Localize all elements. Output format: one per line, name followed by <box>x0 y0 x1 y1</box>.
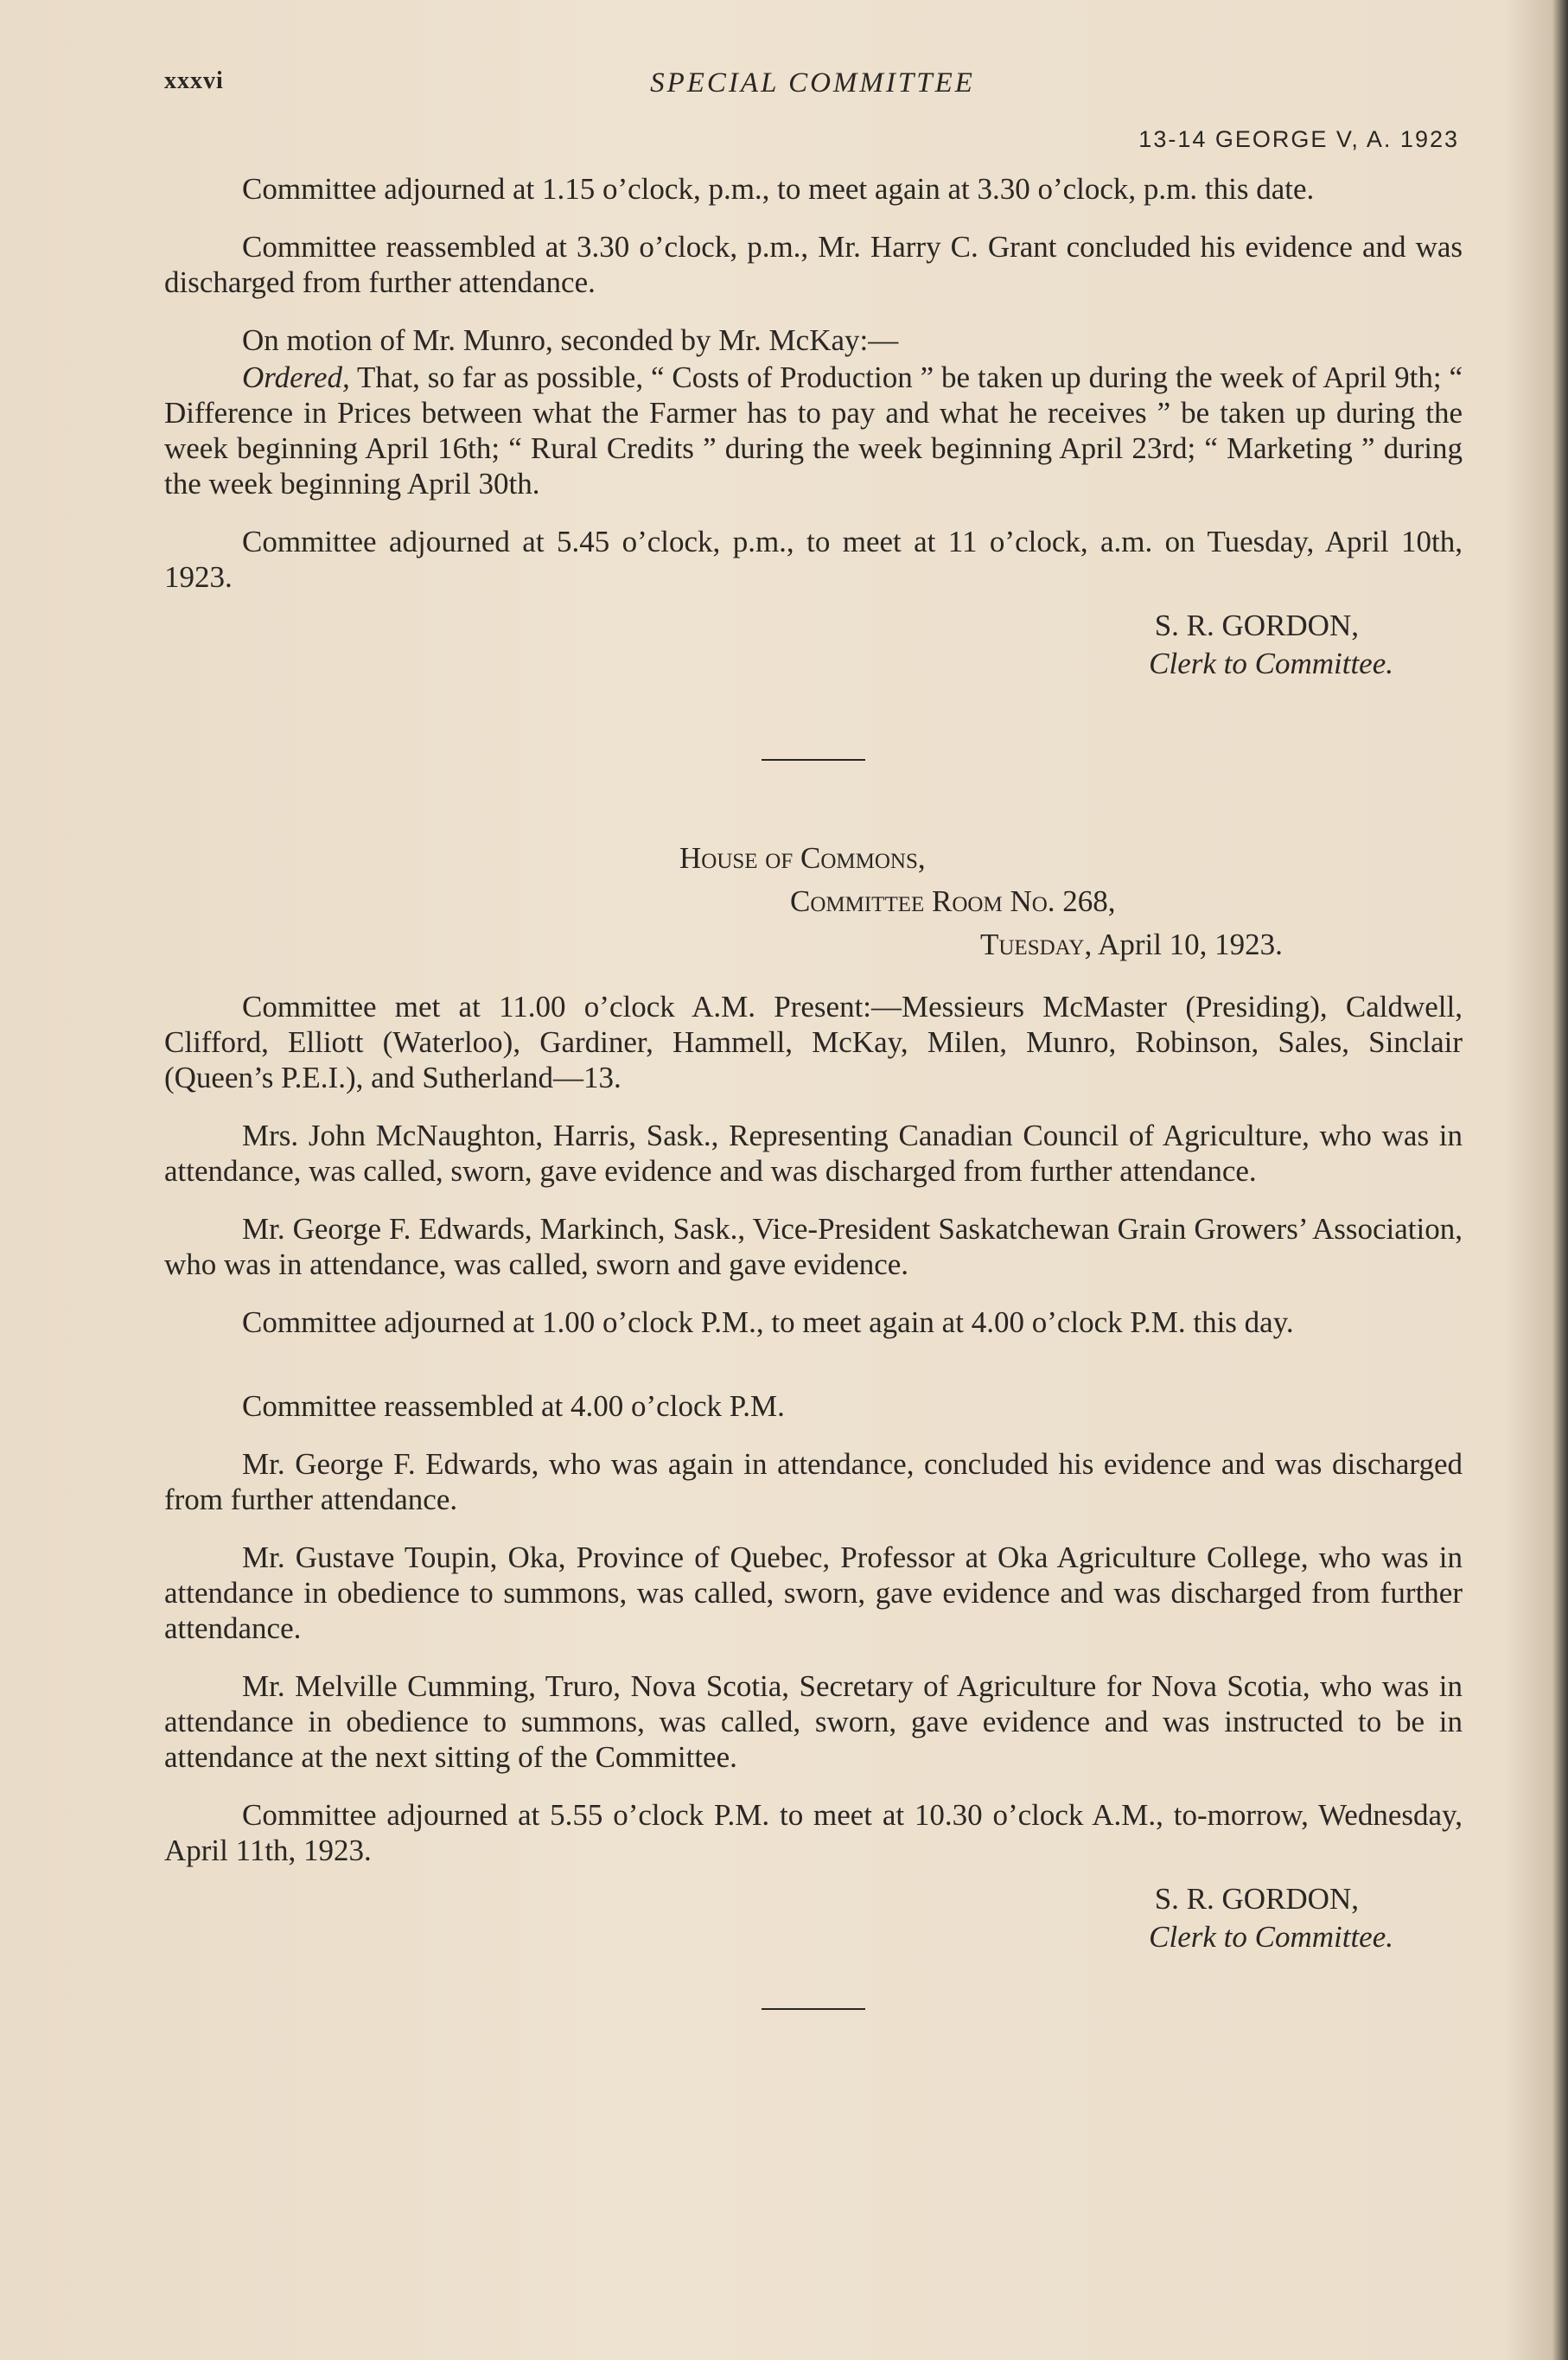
ordered-lead: Ordered, <box>242 360 350 394</box>
running-title: SPECIAL COMMITTEE <box>650 67 975 99</box>
paragraph: Committee adjourned at 1.15 o’clock, p.m., to meet again at 3.30 o’clock, p.m. this date. <box>242 172 1315 206</box>
paragraph-ordered <box>164 360 1463 501</box>
paragraph: Committee adjourned at 5.45 o’clock, p.m., to meet at 11 o’clock, a.m. on Tuesday, April 10th, 1923. <box>164 525 1463 594</box>
address-date: April 10, 1923. <box>1092 928 1283 961</box>
ordered-text: That, so far as possible, “ Costs of Production ” be taken up during the week of April 9th; “ Difference in Prices between what the Farmer has to pay and what he receives ” be taken up during the week beginning April 16th; “ Rural Credits ” during the week beginning April 23rd; “ Marketing ” during the week beginning April 30th. <box>164 360 1463 501</box>
paragraph: On motion of Mr. Munro, seconded by Mr. McKay:— <box>242 323 899 357</box>
page-header <box>164 67 1461 102</box>
address-day: Tuesday, <box>980 928 1093 961</box>
paragraph: Committee met at 11.00 o’clock A.M. Present:—Messieurs McMaster (Presiding), Caldwell, Clifford, Elliott (Waterloo), Gardiner, Hammell, McKay, Milen, Munro, Robinson, Sales, Sinclair (Queen’s P.E.I.), and Sutherland—13. <box>164 990 1463 1094</box>
paragraph: Mr. George F. Edwards, who was again in attendance, concluded his evidence and was discharged from further attendance. <box>164 1447 1463 1516</box>
address-line-date <box>164 923 1463 966</box>
paragraph: Mr. Melville Cumming, Truro, Nova Scotia, Secretary of Agriculture for Nova Scotia, who was in attendance in obedience to summons, was called, sworn, gave evidence and was instructed to be in attendance at the next sitting of the Committee. <box>164 1669 1463 1774</box>
address-line-room: Committee Room No. 268, <box>790 884 1116 918</box>
paragraph: Committee reassembled at 3.30 o’clock, p.m., Mr. Harry C. Grant concluded his evidence and was discharged from further attendance. <box>164 230 1463 299</box>
paragraph: Mr. George F. Edwards, Markinch, Sask., Vice-President Saskatchewan Grain Growers’ Association, who was in attendance, was called, sworn and gave evidence. <box>164 1212 1463 1281</box>
signature-title: Clerk to Committee. <box>1149 647 1393 680</box>
page-folio: xxxvi <box>164 67 224 94</box>
paragraph: Committee adjourned at 1.00 o’clock P.M., to meet again at 4.00 o’clock P.M. this day. <box>242 1305 1294 1339</box>
paragraph: Mr. Gustave Toupin, Oka, Province of Quebec, Professor at Oka Agriculture College, who was in attendance in obedience to summons, was called, sworn, gave evidence and was discharged from further attendance. <box>164 1540 1463 1645</box>
paragraph: Committee reassembled at 4.00 o’clock P.M. <box>242 1389 785 1423</box>
paragraph: Committee adjourned at 5.55 o’clock P.M. to meet at 10.30 o’clock A.M., to-morrow, Wednesday, April 11th, 1923. <box>164 1798 1463 1867</box>
address-line-house: House of Commons, <box>679 841 926 875</box>
end-divider <box>762 2008 865 2010</box>
signature-name: S. R. GORDON, <box>1154 1882 1359 1916</box>
signature-name: S. R. GORDON, <box>1154 609 1359 642</box>
paragraph: Mrs. John McNaughton, Harris, Sask., Representing Canadian Council of Agriculture, who was in attendance, was called, sworn, gave evidence and was discharged from further attendance. <box>164 1119 1463 1188</box>
section-divider <box>762 759 865 761</box>
session-line: 13-14 GEORGE V, A. 1923 <box>1138 126 1459 152</box>
signature-title: Clerk to Committee. <box>1149 1920 1393 1954</box>
body-text <box>164 171 1463 2010</box>
meeting-heading <box>164 837 1463 966</box>
